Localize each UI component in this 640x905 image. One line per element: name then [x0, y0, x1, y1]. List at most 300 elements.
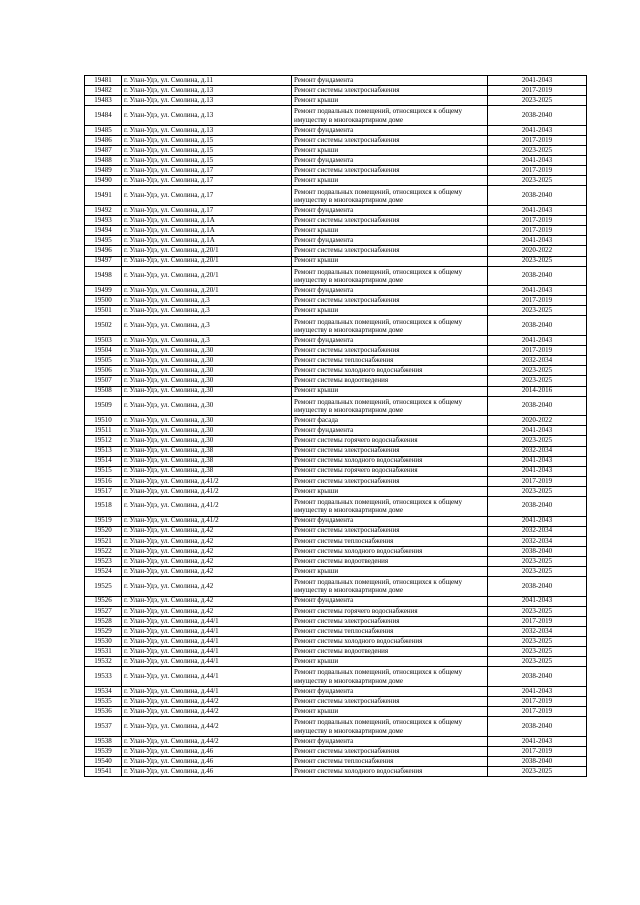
row-id-cell: 19509	[85, 396, 122, 416]
row-id-cell: 19540	[85, 757, 122, 767]
row-id-cell: 19522	[85, 546, 122, 556]
row-id-cell: 19500	[85, 296, 122, 306]
table-row	[85, 236, 587, 246]
work-type-cell: Ремонт крыши	[292, 306, 488, 316]
work-type-cell: Ремонт крыши	[292, 486, 488, 496]
table-row	[85, 707, 587, 717]
table-row	[85, 296, 587, 306]
work-type-cell: Ремонт фундамента	[292, 596, 488, 606]
address-cell: г. Улан-Удэ, ул. Смолина, д.38	[122, 466, 292, 476]
work-type-cell: Ремонт системы электроснабжения	[292, 216, 488, 226]
row-id-cell: 19533	[85, 667, 122, 687]
row-id-cell: 19490	[85, 176, 122, 186]
address-cell: г. Улан-Удэ, ул. Смолина, д.20/1	[122, 246, 292, 256]
row-id-cell: 19493	[85, 216, 122, 226]
row-id-cell: 19537	[85, 717, 122, 737]
address-cell: г. Улан-Удэ, ул. Смолина, д.42	[122, 546, 292, 556]
period-cell: 2032-2034	[488, 526, 587, 536]
row-id-cell: 19517	[85, 486, 122, 496]
address-cell: г. Улан-Удэ, ул. Смолина, д.30	[122, 436, 292, 446]
row-id-cell: 19529	[85, 627, 122, 637]
address-cell: г. Улан-Удэ, ул. Смолина, д.30	[122, 396, 292, 416]
row-id-cell: 19491	[85, 186, 122, 206]
address-cell: г. Улан-Удэ, ул. Смолина, д.42	[122, 556, 292, 566]
address-cell: г. Улан-Удэ, ул. Смолина, д.38	[122, 446, 292, 456]
address-cell: г. Улан-Удэ, ул. Смолина, д.30	[122, 386, 292, 396]
period-cell: 2032-2034	[488, 536, 587, 546]
work-type-cell: Ремонт системы электроснабжения	[292, 697, 488, 707]
row-id-cell: 19516	[85, 476, 122, 486]
work-type-cell: Ремонт фундамента	[292, 686, 488, 696]
address-cell: г. Улан-Удэ, ул. Смолина, д.42	[122, 606, 292, 616]
address-cell: г. Улан-Удэ, ул. Смолина, д.42	[122, 577, 292, 597]
work-type-cell: Ремонт фасада	[292, 416, 488, 426]
address-cell: г. Улан-Удэ, ул. Смолина, д.3	[122, 306, 292, 316]
address-cell: г. Улан-Удэ, ул. Смолина, д.1А	[122, 216, 292, 226]
table-row	[85, 206, 587, 216]
work-type-cell: Ремонт системы холодного водоснабжения	[292, 366, 488, 376]
table-row	[85, 466, 587, 476]
table-row	[85, 546, 587, 556]
address-cell: г. Улан-Удэ, ул. Смолина, д.44/2	[122, 717, 292, 737]
period-cell: 2041-2043	[488, 336, 587, 346]
table-row	[85, 216, 587, 226]
address-cell: г. Улан-Удэ, ул. Смолина, д.20/1	[122, 256, 292, 266]
work-type-cell: Ремонт крыши	[292, 707, 488, 717]
row-id-cell: 19503	[85, 336, 122, 346]
period-cell: 2023-2025	[488, 567, 587, 577]
period-cell: 2023-2025	[488, 637, 587, 647]
period-cell: 2038-2040	[488, 106, 587, 126]
period-cell: 2017-2019	[488, 616, 587, 626]
period-cell: 2017-2019	[488, 166, 587, 176]
table-row	[85, 266, 587, 286]
work-type-cell: Ремонт подвальных помещений, относящихся к общему имуществу в многоквартирном доме	[292, 717, 488, 737]
period-cell: 2017-2019	[488, 697, 587, 707]
table-body	[85, 76, 587, 777]
row-id-cell: 19514	[85, 456, 122, 466]
address-cell: г. Улан-Удэ, ул. Смолина, д.44/2	[122, 707, 292, 717]
work-type-cell: Ремонт подвальных помещений, относящихся к общему имуществу в многоквартирном доме	[292, 316, 488, 336]
period-cell: 2038-2040	[488, 266, 587, 286]
table-row	[85, 627, 587, 637]
address-cell: г. Улан-Удэ, ул. Смолина, д.41/2	[122, 516, 292, 526]
address-cell: г. Улан-Удэ, ул. Смолина, д.42	[122, 596, 292, 606]
address-cell: г. Улан-Удэ, ул. Смолина, д.44/1	[122, 657, 292, 667]
work-type-cell: Ремонт системы теплоснабжения	[292, 536, 488, 546]
address-cell: г. Улан-Удэ, ул. Смолина, д.15	[122, 146, 292, 156]
address-cell: г. Улан-Удэ, ул. Смолина, д.44/2	[122, 697, 292, 707]
row-id-cell: 19494	[85, 226, 122, 236]
row-id-cell: 19489	[85, 166, 122, 176]
work-type-cell: Ремонт фундамента	[292, 736, 488, 746]
work-type-cell: Ремонт системы водоотведения	[292, 376, 488, 386]
period-cell: 2041-2043	[488, 426, 587, 436]
address-cell: г. Улан-Удэ, ул. Смолина, д.17	[122, 166, 292, 176]
table-row	[85, 186, 587, 206]
row-id-cell: 19498	[85, 266, 122, 286]
address-cell: г. Улан-Удэ, ул. Смолина, д.42	[122, 536, 292, 546]
row-id-cell: 19486	[85, 135, 122, 145]
period-cell: 2032-2034	[488, 627, 587, 637]
table-row	[85, 346, 587, 356]
row-id-cell: 19527	[85, 606, 122, 616]
work-type-cell: Ремонт подвальных помещений, относящихся к общему имуществу в многоквартирном доме	[292, 496, 488, 516]
work-type-cell: Ремонт системы электроснабжения	[292, 476, 488, 486]
table-row	[85, 376, 587, 386]
address-cell: г. Улан-Удэ, ул. Смолина, д.17	[122, 176, 292, 186]
period-cell: 2023-2025	[488, 376, 587, 386]
table-row	[85, 336, 587, 346]
row-id-cell: 19532	[85, 657, 122, 667]
period-cell: 2041-2043	[488, 596, 587, 606]
address-cell: г. Улан-Удэ, ул. Смолина, д.41/2	[122, 476, 292, 486]
row-id-cell: 19541	[85, 767, 122, 777]
work-type-cell: Ремонт фундамента	[292, 156, 488, 166]
row-id-cell: 19505	[85, 356, 122, 366]
work-type-cell: Ремонт крыши	[292, 96, 488, 106]
address-cell: г. Улан-Удэ, ул. Смолина, д.44/1	[122, 647, 292, 657]
row-id-cell: 19484	[85, 106, 122, 126]
work-type-cell: Ремонт системы холодного водоснабжения	[292, 546, 488, 556]
table-row	[85, 757, 587, 767]
address-cell: г. Улан-Удэ, ул. Смолина, д.15	[122, 135, 292, 145]
row-id-cell: 19520	[85, 526, 122, 536]
period-cell: 2041-2043	[488, 516, 587, 526]
period-cell: 2023-2025	[488, 176, 587, 186]
address-cell: г. Улан-Удэ, ул. Смолина, д.42	[122, 567, 292, 577]
row-id-cell: 19521	[85, 536, 122, 546]
period-cell: 2017-2019	[488, 746, 587, 756]
row-id-cell: 19495	[85, 236, 122, 246]
period-cell: 2041-2043	[488, 286, 587, 296]
address-cell: г. Улан-Удэ, ул. Смолина, д.11	[122, 76, 292, 86]
address-cell: г. Улан-Удэ, ул. Смолина, д.41/2	[122, 496, 292, 516]
address-cell: г. Улан-Удэ, ул. Смолина, д.3	[122, 296, 292, 306]
address-cell: г. Улан-Удэ, ул. Смолина, д.30	[122, 426, 292, 436]
period-cell: 2017-2019	[488, 346, 587, 356]
address-cell: г. Улан-Удэ, ул. Смолина, д.13	[122, 86, 292, 96]
work-type-cell: Ремонт крыши	[292, 567, 488, 577]
table-row	[85, 456, 587, 466]
address-cell: г. Улан-Удэ, ул. Смолина, д.44/1	[122, 667, 292, 687]
address-cell: г. Улан-Удэ, ул. Смолина, д.30	[122, 376, 292, 386]
period-cell: 2023-2025	[488, 657, 587, 667]
period-cell: 2038-2040	[488, 577, 587, 597]
row-id-cell: 19526	[85, 596, 122, 606]
address-cell: г. Улан-Удэ, ул. Смолина, д.1А	[122, 236, 292, 246]
table-row	[85, 426, 587, 436]
work-type-cell: Ремонт фундамента	[292, 76, 488, 86]
address-cell: г. Улан-Удэ, ул. Смолина, д.13	[122, 96, 292, 106]
table-row	[85, 717, 587, 737]
table-row	[85, 486, 587, 496]
table-row	[85, 156, 587, 166]
address-cell: г. Улан-Удэ, ул. Смолина, д.46	[122, 767, 292, 777]
work-type-cell: Ремонт системы электроснабжения	[292, 526, 488, 536]
table-row	[85, 596, 587, 606]
table-row	[85, 135, 587, 145]
address-cell: г. Улан-Удэ, ул. Смолина, д.15	[122, 156, 292, 166]
work-type-cell: Ремонт системы электроснабжения	[292, 246, 488, 256]
period-cell: 2032-2034	[488, 446, 587, 456]
row-id-cell: 19530	[85, 637, 122, 647]
row-id-cell: 19534	[85, 686, 122, 696]
address-cell: г. Улан-Удэ, ул. Смолина, д.44/2	[122, 736, 292, 746]
table-row	[85, 526, 587, 536]
table-row	[85, 577, 587, 597]
period-cell: 2023-2025	[488, 436, 587, 446]
work-type-cell: Ремонт крыши	[292, 146, 488, 156]
address-cell: г. Улан-Удэ, ул. Смолина, д.3	[122, 316, 292, 336]
address-cell: г. Улан-Удэ, ул. Смолина, д.46	[122, 746, 292, 756]
table-row	[85, 686, 587, 696]
row-id-cell: 19528	[85, 616, 122, 626]
address-cell: г. Улан-Удэ, ул. Смолина, д.38	[122, 456, 292, 466]
row-id-cell: 19508	[85, 386, 122, 396]
table-row	[85, 286, 587, 296]
period-cell: 2020-2022	[488, 246, 587, 256]
work-type-cell: Ремонт системы теплоснабжения	[292, 757, 488, 767]
row-id-cell: 19518	[85, 496, 122, 516]
row-id-cell: 19481	[85, 76, 122, 86]
work-type-cell: Ремонт крыши	[292, 256, 488, 266]
period-cell: 2041-2043	[488, 236, 587, 246]
table-row	[85, 616, 587, 626]
work-type-cell: Ремонт системы водоотведения	[292, 647, 488, 657]
table-row	[85, 316, 587, 336]
address-cell: г. Улан-Удэ, ул. Смолина, д.13	[122, 125, 292, 135]
table-row	[85, 86, 587, 96]
table-row	[85, 386, 587, 396]
work-type-cell: Ремонт системы водоотведения	[292, 556, 488, 566]
work-type-cell: Ремонт фундамента	[292, 336, 488, 346]
address-cell: г. Улан-Удэ, ул. Смолина, д.20/1	[122, 286, 292, 296]
period-cell: 2041-2043	[488, 456, 587, 466]
address-cell: г. Улан-Удэ, ул. Смолина, д.3	[122, 336, 292, 346]
row-id-cell: 19501	[85, 306, 122, 316]
work-type-cell: Ремонт системы электроснабжения	[292, 166, 488, 176]
work-type-cell: Ремонт системы электроснабжения	[292, 296, 488, 306]
address-cell: г. Улан-Удэ, ул. Смолина, д.44/1	[122, 616, 292, 626]
table-row	[85, 606, 587, 616]
table-row	[85, 697, 587, 707]
table-row	[85, 306, 587, 316]
address-cell: г. Улан-Удэ, ул. Смолина, д.46	[122, 757, 292, 767]
row-id-cell: 19535	[85, 697, 122, 707]
period-cell: 2017-2019	[488, 707, 587, 717]
address-cell: г. Улан-Удэ, ул. Смолина, д.30	[122, 356, 292, 366]
work-type-cell: Ремонт подвальных помещений, относящихся к общему имуществу в многоквартирном доме	[292, 667, 488, 687]
address-cell: г. Улан-Удэ, ул. Смолина, д.13	[122, 106, 292, 126]
table-row	[85, 637, 587, 647]
table-row	[85, 396, 587, 416]
period-cell: 2038-2040	[488, 717, 587, 737]
row-id-cell: 19487	[85, 146, 122, 156]
period-cell: 2023-2025	[488, 606, 587, 616]
row-id-cell: 19492	[85, 206, 122, 216]
work-type-cell: Ремонт подвальных помещений, относящихся к общему имуществу в многоквартирном доме	[292, 396, 488, 416]
row-id-cell: 19510	[85, 416, 122, 426]
period-cell: 2017-2019	[488, 135, 587, 145]
work-type-cell: Ремонт фундамента	[292, 236, 488, 246]
work-type-cell: Ремонт подвальных помещений, относящихся к общему имуществу в многоквартирном доме	[292, 186, 488, 206]
period-cell: 2023-2025	[488, 96, 587, 106]
period-cell: 2023-2025	[488, 486, 587, 496]
period-cell: 2038-2040	[488, 496, 587, 516]
table-row	[85, 536, 587, 546]
address-cell: г. Улан-Удэ, ул. Смолина, д.30	[122, 416, 292, 426]
period-cell: 2023-2025	[488, 146, 587, 156]
row-id-cell: 19513	[85, 446, 122, 456]
work-type-cell: Ремонт системы теплоснабжения	[292, 356, 488, 366]
work-type-cell: Ремонт крыши	[292, 657, 488, 667]
period-cell: 2017-2019	[488, 226, 587, 236]
work-type-cell: Ремонт крыши	[292, 386, 488, 396]
table-row	[85, 106, 587, 126]
table-row	[85, 416, 587, 426]
work-type-cell: Ремонт системы холодного водоснабжения	[292, 637, 488, 647]
period-cell: 2041-2043	[488, 466, 587, 476]
row-id-cell: 19488	[85, 156, 122, 166]
table-row	[85, 746, 587, 756]
table-row	[85, 366, 587, 376]
address-cell: г. Улан-Удэ, ул. Смолина, д.44/1	[122, 637, 292, 647]
table-row	[85, 246, 587, 256]
row-id-cell: 19507	[85, 376, 122, 386]
table-row	[85, 125, 587, 135]
work-type-cell: Ремонт фундамента	[292, 286, 488, 296]
address-cell: г. Улан-Удэ, ул. Смолина, д.17	[122, 186, 292, 206]
address-cell: г. Улан-Удэ, ул. Смолина, д.20/1	[122, 266, 292, 286]
table-row	[85, 496, 587, 516]
work-type-cell: Ремонт системы горячего водоснабжения	[292, 606, 488, 616]
period-cell: 2041-2043	[488, 686, 587, 696]
table-row	[85, 476, 587, 486]
period-cell: 2038-2040	[488, 757, 587, 767]
row-id-cell: 19499	[85, 286, 122, 296]
row-id-cell: 19502	[85, 316, 122, 336]
work-type-cell: Ремонт подвальных помещений, относящихся к общему имуществу в многоквартирном доме	[292, 577, 488, 597]
address-cell: г. Улан-Удэ, ул. Смолина, д.41/2	[122, 486, 292, 496]
row-id-cell: 19504	[85, 346, 122, 356]
address-cell: г. Улан-Удэ, ул. Смолина, д.44/1	[122, 627, 292, 637]
row-id-cell: 19539	[85, 746, 122, 756]
row-id-cell: 19506	[85, 366, 122, 376]
row-id-cell: 19511	[85, 426, 122, 436]
address-cell: г. Улан-Удэ, ул. Смолина, д.17	[122, 206, 292, 216]
period-cell: 2038-2040	[488, 316, 587, 336]
work-type-cell: Ремонт фундамента	[292, 206, 488, 216]
row-id-cell: 19482	[85, 86, 122, 96]
table-row	[85, 556, 587, 566]
table-row	[85, 96, 587, 106]
table-row	[85, 667, 587, 687]
period-cell: 2014-2016	[488, 386, 587, 396]
work-type-cell: Ремонт системы электроснабжения	[292, 446, 488, 456]
work-type-cell: Ремонт системы электроснабжения	[292, 86, 488, 96]
table-row	[85, 166, 587, 176]
row-id-cell: 19519	[85, 516, 122, 526]
row-id-cell: 19515	[85, 466, 122, 476]
table-row	[85, 446, 587, 456]
address-cell: г. Улан-Удэ, ул. Смолина, д.30	[122, 366, 292, 376]
table-row	[85, 146, 587, 156]
period-cell: 2023-2025	[488, 256, 587, 266]
work-type-cell: Ремонт фундамента	[292, 125, 488, 135]
period-cell: 2017-2019	[488, 216, 587, 226]
period-cell: 2023-2025	[488, 306, 587, 316]
work-type-cell: Ремонт системы теплоснабжения	[292, 627, 488, 637]
work-type-cell: Ремонт фундамента	[292, 426, 488, 436]
work-type-cell: Ремонт системы горячего водоснабжения	[292, 466, 488, 476]
period-cell: 2020-2022	[488, 416, 587, 426]
row-id-cell: 19525	[85, 577, 122, 597]
table-row	[85, 736, 587, 746]
period-cell: 2023-2025	[488, 647, 587, 657]
period-cell: 2041-2043	[488, 206, 587, 216]
period-cell: 2041-2043	[488, 76, 587, 86]
row-id-cell: 19483	[85, 96, 122, 106]
row-id-cell: 19496	[85, 246, 122, 256]
address-cell: г. Улан-Удэ, ул. Смолина, д.44/1	[122, 686, 292, 696]
period-cell: 2041-2043	[488, 736, 587, 746]
address-cell: г. Улан-Удэ, ул. Смолина, д.30	[122, 346, 292, 356]
period-cell: 2041-2043	[488, 156, 587, 166]
work-type-cell: Ремонт подвальных помещений, относящихся к общему имуществу в многоквартирном доме	[292, 106, 488, 126]
work-type-cell: Ремонт подвальных помещений, относящихся к общему имуществу в многоквартирном доме	[292, 266, 488, 286]
row-id-cell: 19524	[85, 567, 122, 577]
row-id-cell: 19523	[85, 556, 122, 566]
period-cell: 2017-2019	[488, 86, 587, 96]
work-type-cell: Ремонт системы холодного водоснабжения	[292, 456, 488, 466]
row-id-cell: 19538	[85, 736, 122, 746]
row-id-cell: 19536	[85, 707, 122, 717]
work-type-cell: Ремонт системы электроснабжения	[292, 346, 488, 356]
work-type-cell: Ремонт системы холодного водоснабжения	[292, 767, 488, 777]
row-id-cell: 19531	[85, 647, 122, 657]
row-id-cell: 19512	[85, 436, 122, 446]
period-cell: 2032-2034	[488, 356, 587, 366]
table-row	[85, 356, 587, 366]
period-cell: 2017-2019	[488, 476, 587, 486]
table-row	[85, 657, 587, 667]
work-type-cell: Ремонт крыши	[292, 176, 488, 186]
period-cell: 2038-2040	[488, 396, 587, 416]
work-type-cell: Ремонт системы электроснабжения	[292, 746, 488, 756]
table-row	[85, 516, 587, 526]
row-id-cell: 19497	[85, 256, 122, 266]
period-cell: 2017-2019	[488, 296, 587, 306]
table-row	[85, 256, 587, 266]
repair-schedule-table	[84, 75, 587, 777]
table-row	[85, 767, 587, 777]
period-cell: 2023-2025	[488, 366, 587, 376]
period-cell: 2023-2025	[488, 556, 587, 566]
period-cell: 2038-2040	[488, 667, 587, 687]
table-row	[85, 226, 587, 236]
table-row	[85, 567, 587, 577]
work-type-cell: Ремонт системы электроснабжения	[292, 135, 488, 145]
work-type-cell: Ремонт фундамента	[292, 516, 488, 526]
address-cell: г. Улан-Удэ, ул. Смолина, д.42	[122, 526, 292, 536]
work-type-cell: Ремонт системы горячего водоснабжения	[292, 436, 488, 446]
table-row	[85, 647, 587, 657]
row-id-cell: 19485	[85, 125, 122, 135]
period-cell: 2038-2040	[488, 186, 587, 206]
period-cell: 2023-2025	[488, 767, 587, 777]
period-cell: 2038-2040	[488, 546, 587, 556]
